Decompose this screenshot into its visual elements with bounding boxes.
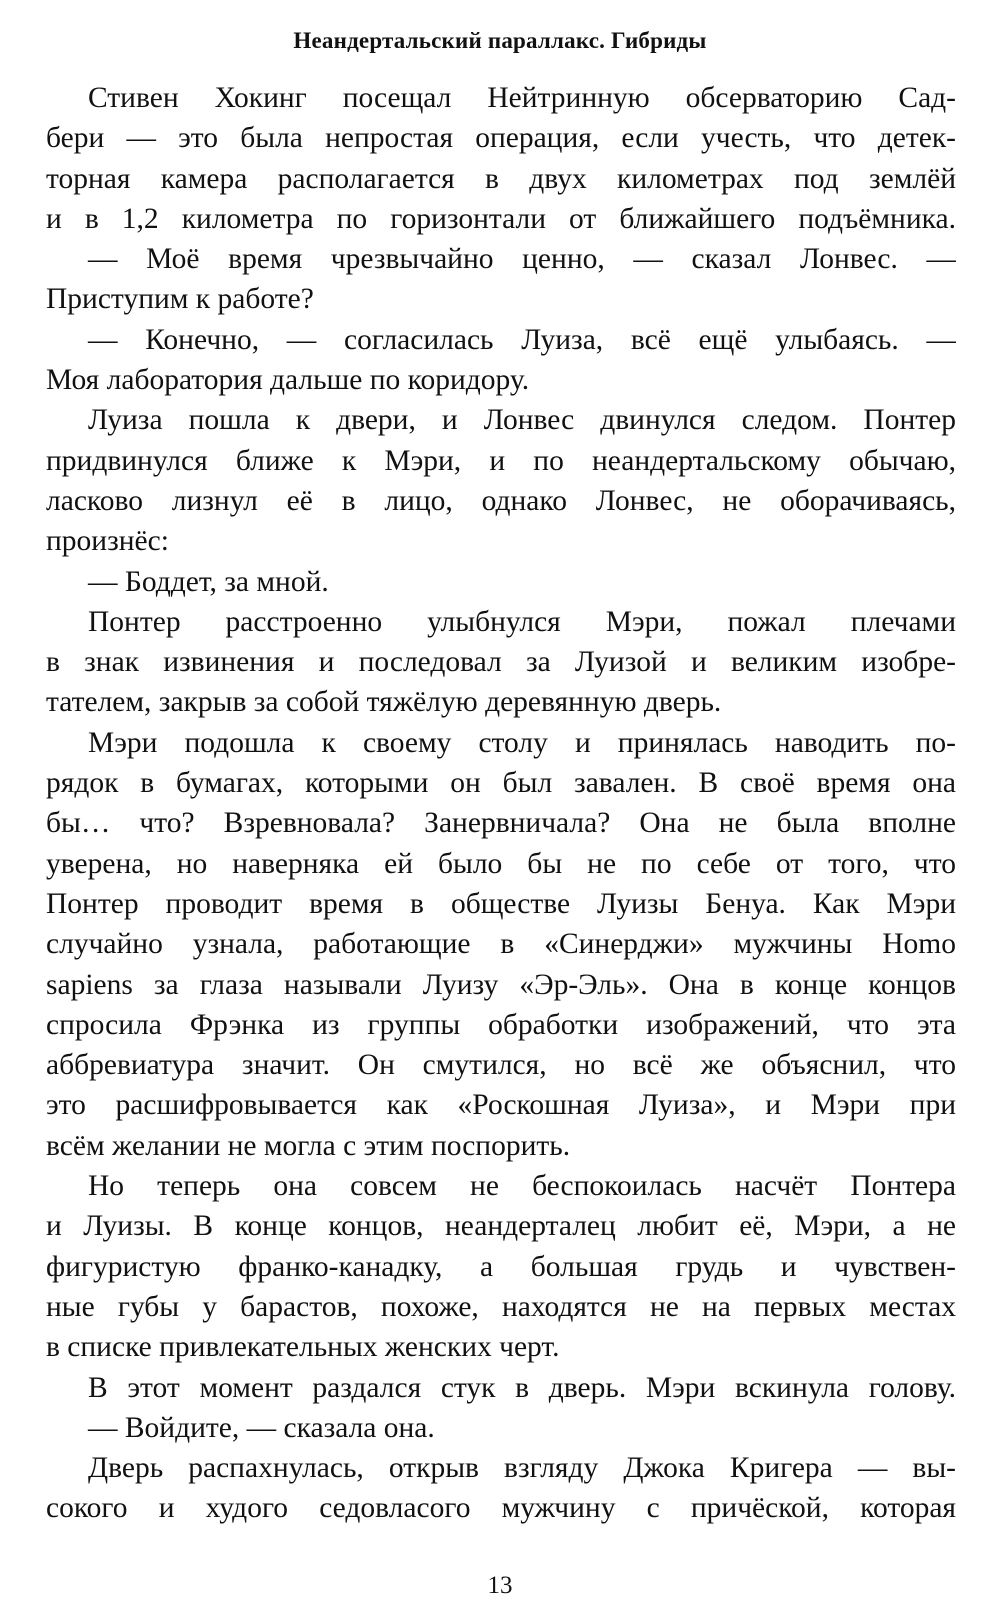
text-line: Понтер проводит время в обществе Луизы Бенуа. Как Мэри: [46, 887, 956, 920]
text-line: В этот момент раздался стук в дверь. Мэри вскинула голову.: [88, 1371, 956, 1404]
text-line: и Луизы. В конце концов, неандерталец любит её, Мэри, а не: [46, 1210, 956, 1243]
text-line: торная камера располагается в двух километрах под землёй: [46, 162, 956, 195]
text-line: сокого и худого седовласого мужчину с причёской, которая: [46, 1492, 956, 1525]
text-line: и в 1,2 километра по горизонтали от ближайшего подъёмника.: [46, 202, 956, 235]
text-line: Мэри подошла к своему столу и принялась наводить по-: [88, 726, 956, 759]
text-line: фигуристую франко-канадку, а большая грудь и чувствен-: [46, 1250, 956, 1283]
body-text: [46, 78, 956, 1529]
text-line: это расшифровывается как «Роскошная Луиза», и Мэри при: [46, 1089, 956, 1122]
text-line: Но теперь она совсем не беспокоилась насчёт Понтера: [88, 1170, 956, 1203]
text-line: уверена, но наверняка ей было бы не по себе от того, что: [46, 847, 956, 880]
text-line: случайно узнала, работающие в «Синерджи» мужчины Homo: [46, 928, 956, 961]
text-line: произнёс:: [46, 525, 169, 558]
text-line: бери — это была непростая операция, если учесть, что детек-: [46, 122, 956, 155]
text-line: аббревиатура значит. Он смутился, но всё же объяснил, что: [46, 1049, 956, 1082]
text-line: спросила Фрэнка из группы обработки изображений, что эта: [46, 1008, 956, 1041]
text-line: рядок в бумагах, которыми он был завален. В своё время она: [46, 767, 956, 800]
text-line: Дверь распахнулась, открыв взгляду Джока Кригера — вы-: [88, 1452, 956, 1485]
running-head: Неандертальский параллакс. Гибриды: [293, 28, 707, 53]
text-line: в списке привлекательных женских черт.: [46, 1331, 560, 1364]
text-line: — Конечно, — согласилась Луиза, всё ещё улыбаясь. —: [88, 323, 956, 356]
text-line: в знак извинения и последовал за Луизой и великим изобре-: [46, 646, 956, 679]
text-line: Стивен Хокинг посещал Нейтринную обсерваторию Сад-: [88, 82, 956, 114]
text-line: Приступим к работе?: [46, 283, 314, 316]
text-line: — Боддет, за мной.: [88, 565, 329, 598]
text-line: всём желании не могла с этим поспорить.: [46, 1129, 571, 1162]
text-line: — Войдите, — сказала она.: [88, 1411, 435, 1444]
text-line: sapiens за глаза называли Луизу «Эр-Эль». Она в конце концов: [46, 968, 956, 1001]
text-line: Понтер расстроенно улыбнулся Мэри, пожал плечами: [88, 605, 956, 638]
text-line: Луиза пошла к двери, и Лонвес двинулся следом. Понтер: [88, 404, 956, 437]
text-line: ласково лизнул её в лицо, однако Лонвес, не оборачиваясь,: [46, 484, 956, 517]
text-line: бы… что? Взревновала? Занервничала? Она не была вполне: [46, 807, 956, 840]
text-line: Моя лаборатория дальше по коридору.: [46, 364, 530, 397]
text-line: — Моё время чрезвычайно ценно, — сказал Лонвес. —: [88, 243, 956, 276]
text-line: придвинулся ближе к Мэри, и по неандертальскому обычаю,: [46, 444, 956, 477]
text-line: тателем, закрыв за собой тяжёлую деревянную дверь.: [46, 686, 722, 719]
page-number: 13: [487, 1572, 513, 1599]
text-line: ные губы у барастов, похоже, находятся не на первых местах: [46, 1290, 956, 1323]
